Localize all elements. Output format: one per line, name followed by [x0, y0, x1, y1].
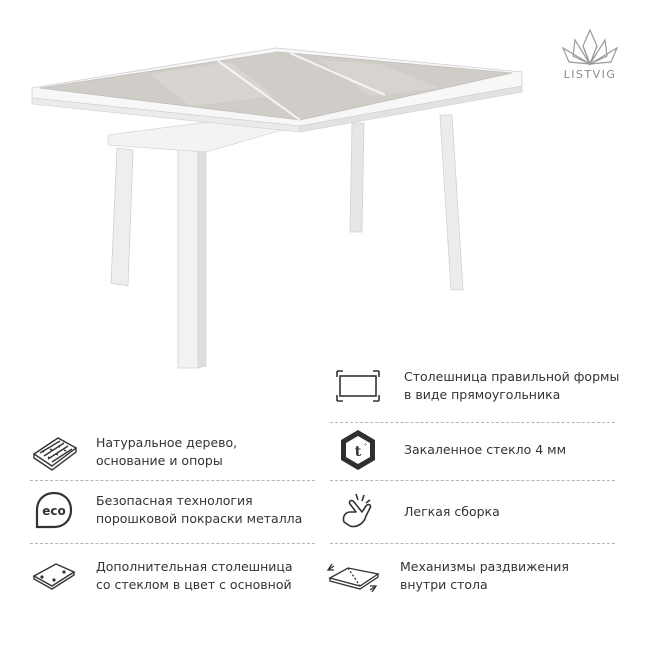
front-legs [111, 148, 206, 368]
extension-mechanism-icon [326, 556, 382, 596]
svg-text:°: ° [364, 443, 367, 450]
tempered-glass-icon [334, 430, 382, 470]
feature-natural-wood [30, 432, 237, 472]
feature-line: основание и опоры [96, 453, 223, 468]
eco-leaf-icon [30, 490, 78, 530]
extra-tabletop-icon [30, 556, 78, 596]
back-legs [350, 115, 463, 290]
divider-left-1 [30, 480, 315, 481]
easy-assembly-hand-icon [334, 492, 382, 532]
feature-line: со стеклом в цвет с основной [96, 577, 292, 592]
svg-text:t: t [354, 444, 362, 460]
divider-left-2 [30, 543, 315, 544]
feature-line: Легкая сборка [404, 504, 500, 519]
feature-eco-paint [30, 490, 302, 530]
divider-right-1 [330, 422, 615, 423]
feature-extra-tabletop [30, 556, 293, 596]
feature-line: порошковой покраски металла [96, 511, 303, 526]
divider-right-3 [330, 543, 615, 544]
svg-text:eco: eco [42, 504, 66, 518]
divider-right-2 [330, 480, 615, 481]
feature-line: Дополнительная столешница [96, 559, 293, 574]
feature-line: Безопасная технология [96, 493, 253, 508]
feature-line: в виде прямоугольника [404, 387, 561, 402]
feature-extension-mechanism [326, 556, 569, 596]
feature-line: внутри стола [400, 577, 488, 592]
feature-line: Столешница правильной формы [404, 369, 620, 384]
brand-name: LISTVIG [563, 68, 617, 81]
feature-line: Закаленное стекло 4 мм [404, 442, 567, 457]
feature-rectangular-top [334, 366, 619, 406]
rectangle-frame-icon [334, 366, 382, 406]
feature-line: Механизмы раздвижения [400, 559, 569, 574]
feature-line: Натуральное дерево, [96, 435, 238, 450]
wood-grain-icon [30, 432, 78, 472]
feature-easy-assembly [334, 492, 500, 532]
feature-tempered-glass [334, 430, 566, 470]
